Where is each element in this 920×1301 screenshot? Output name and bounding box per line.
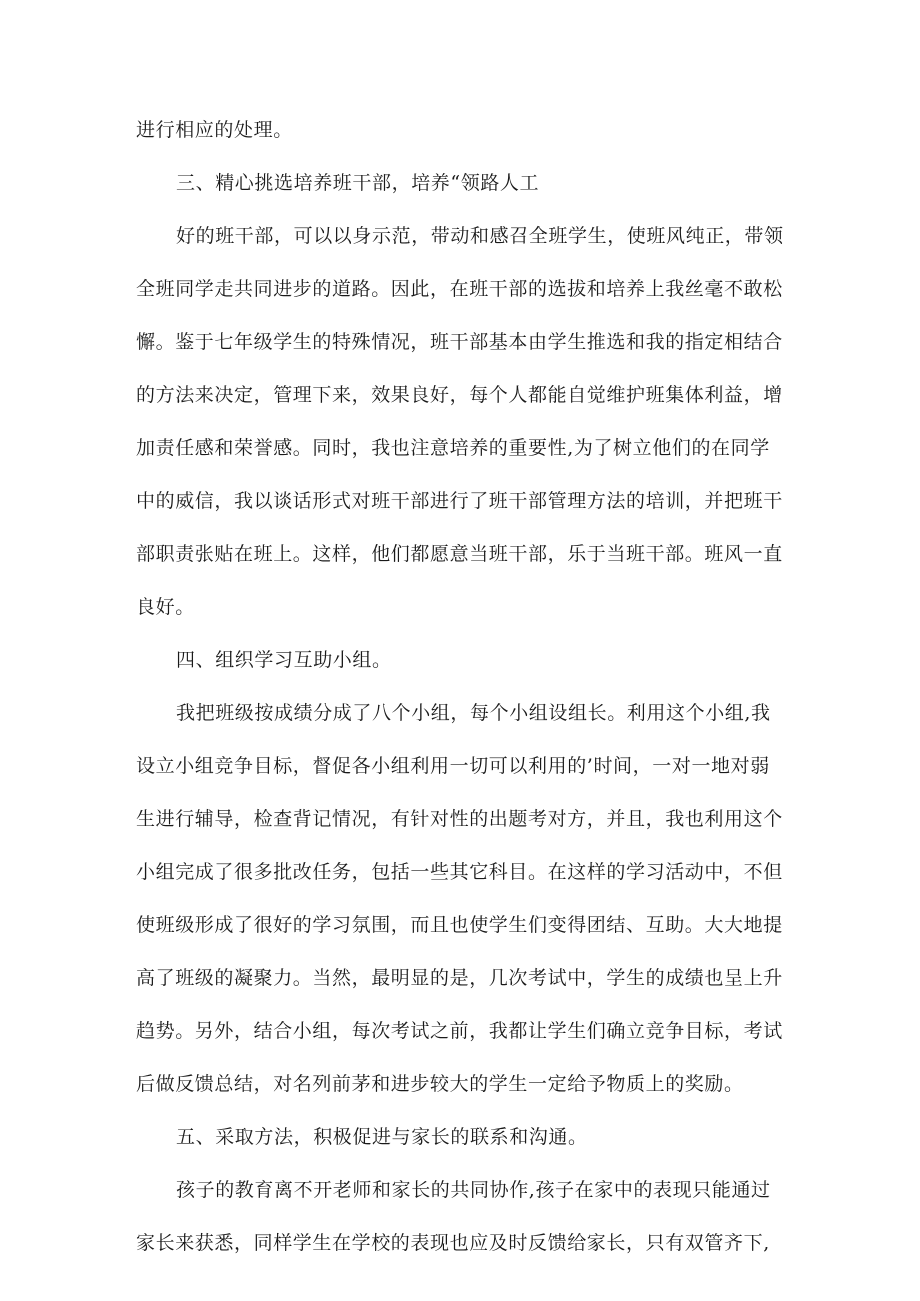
text-line: 家长来获悉，同样学生在学校的表现也应及时反馈给家长，只有双管齐下, (136, 1232, 770, 1254)
text-line: 加责任感和荣誉感。同时，我也注意培养的重要性,为了树立他们的在同学 (136, 437, 770, 459)
text-line: 部职责张贴在班上。这样，他们都愿意当班干部，乐于当班干部。班风一直 (136, 543, 783, 565)
text-line: 孩子的教育离不开老师和家长的共同协作,孩子在家中的表现只能通过 (176, 1179, 771, 1201)
text-line: 的方法来决定，管理下来，效果良好，每个人都能自觉维护班集体利益，增 (136, 384, 783, 406)
text-line: 我把班级按成绩分成了八个小组，每个小组设组长。利用这个小组,我 (176, 702, 771, 724)
text-line: 生进行辅导，检查背记情况，有针对性的出题考对方，并且，我也利用这个 (136, 808, 783, 830)
text-line: 好的班干部，可以以身示范，带动和感召全班学生，使班风纯正，带领 (176, 225, 784, 247)
text-line: 设立小组竞争目标，督促各小组利用一切可以利用的’时间，一对一地对弱 (136, 755, 770, 777)
section-heading: 五、采取方法，积极促进与家长的联系和沟通。 (176, 1126, 588, 1148)
section-heading: 四、组织学习互助小组。 (176, 649, 392, 671)
text-line: 高了班级的凝聚力。当然，最明显的是，几次考试中，学生的成绩也呈上升 (136, 967, 783, 989)
text-line: 全班同学走共同进步的道路。因此，在班干部的选拔和培养上我丝毫不敢松 (136, 278, 783, 300)
text-line: 趋势。另外，结合小组，每次考试之前，我都让学生们确立竞争目标，考试 (136, 1020, 783, 1042)
text-line: 良好。 (136, 596, 195, 618)
text-line: 懈。鉴于七年级学生的特殊情况，班干部基本由学生推选和我的指定相结合 (136, 331, 783, 353)
text-line: 使班级形成了很好的学习氛围，而且也使学生们变得团结、互助。大大地提 (136, 914, 783, 936)
section-heading: 三、精心挑选培养班干部，培养“领路人工 (176, 172, 540, 194)
text-line: 后做反馈总结，对名列前茅和进步较大的学生一定给予物质上的奖励。 (136, 1073, 744, 1095)
text-line: 进行相应的处理。 (136, 119, 293, 141)
text-line: 中的威信，我以谈话形式对班干部进行了班干部管理方法的培训，并把班干 (136, 490, 783, 512)
text-line: 小组完成了很多批改任务，包括一些其它科目。在这样的学习活动中，不但 (136, 861, 783, 883)
